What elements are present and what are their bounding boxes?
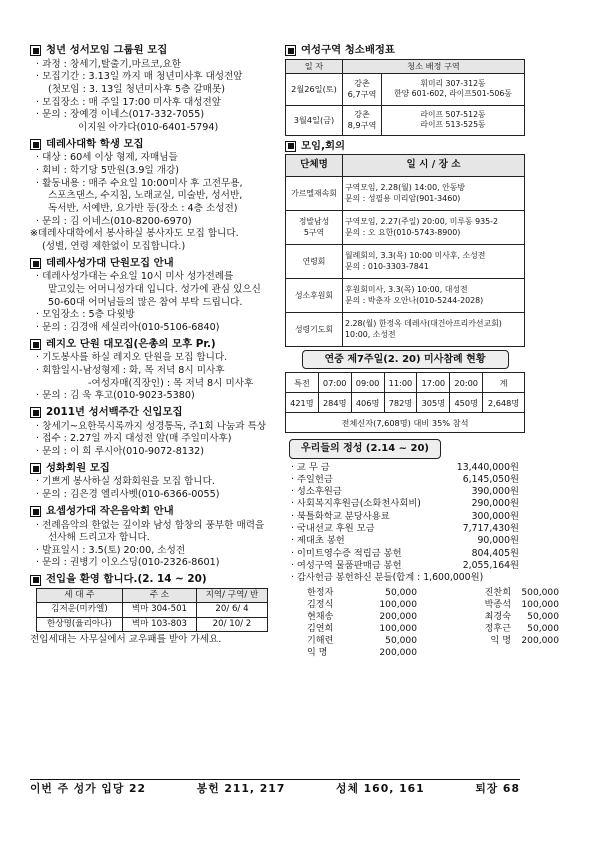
- text-line: 이지원 아가다(010-6401-5794): [78, 122, 219, 134]
- table-header: 09:00: [351, 373, 384, 393]
- table-row: [286, 105, 525, 135]
- hymn-footer: [30, 779, 520, 796]
- text-line: 선사해 드리고자 합니다.: [48, 532, 150, 544]
- table-cell: 406명: [351, 393, 384, 413]
- square-bullet-icon: [30, 463, 41, 474]
- attendance-total: 전체신자(7,608명) 대비 35% 참석: [286, 413, 525, 433]
- newcomer-note: 전입세대는 사무실에서 교우패를 받아 가세요.: [30, 633, 222, 645]
- text-line: · 창세기~요한묵시록까지 성경통독, 주1회 나눔과 특상: [36, 420, 267, 432]
- cleaning-section: [285, 44, 525, 136]
- text-line: · 기도봉사를 하실 레지오 단원을 모집 합니다.: [36, 352, 228, 364]
- donation-item: · 교 무 금 13,440,000원: [285, 462, 525, 474]
- donor-amount: 200,000: [379, 612, 417, 623]
- table-cell: 강촌 8,9구역: [343, 105, 382, 135]
- newcomer-section: [30, 573, 278, 646]
- donation-item: · 여성구역 물품판매금 봉헌 2,055,164원: [285, 560, 525, 572]
- table-header: 20:00: [450, 373, 483, 393]
- table-cell: 2.28(월) 한정옥 데레사(대건아프리카선교회) 10:00, 소성전: [343, 313, 525, 347]
- donor-name: 진찬희: [484, 588, 511, 599]
- square-bullet-icon: [285, 141, 296, 152]
- section-title: 여성구역 청소배정표: [301, 44, 395, 56]
- donor-amount: 100,000: [521, 600, 559, 611]
- donor-name: 한정자: [307, 588, 334, 599]
- donor-amount: 50,000: [385, 636, 417, 647]
- donor-name: 현채송: [307, 612, 334, 623]
- table-cell: 벽마 304-501: [122, 603, 196, 617]
- table-cell: 284명: [318, 393, 351, 413]
- text-line: · 모집장소 : 매 주일 17:00 미사후 대성전앞: [36, 96, 222, 108]
- text-line: 50-60대 어머님들의 많은 참여 부탁 드립니다.: [48, 296, 243, 308]
- attendance-title: 연중 제7주일(2. 20) 미사참례 현황: [302, 350, 509, 369]
- text-line: · 발표일시 : 3.5(토) 20:00, 소성전: [36, 544, 186, 556]
- section-title: 청년 성서모임 그룹원 모집: [46, 44, 168, 56]
- donor-name: 최경숙: [484, 612, 511, 623]
- table-cell: 휘미리 307-312동 한양 601-602, 라이프501-506동: [382, 73, 525, 105]
- josef-concert-section: [30, 505, 278, 570]
- donor-name: 익 명: [307, 648, 328, 659]
- donation-item: · 사회복지후원금(소화천사회비) 290,000원: [285, 498, 525, 510]
- square-bullet-icon: [285, 45, 296, 56]
- square-bullet-icon: [30, 45, 41, 56]
- square-bullet-icon: [30, 575, 41, 586]
- communion-hymn: 성체 160, 161: [336, 782, 425, 795]
- table-cell: 3월4일(금): [286, 105, 343, 135]
- section-title: 레지오 단원 대모집(은총의 모후 Pr.): [46, 337, 216, 350]
- section-title: 데레사성가대 단원모집 안내: [46, 256, 174, 269]
- table-row: [286, 177, 525, 211]
- square-bullet-icon: [30, 339, 41, 350]
- table-cell: 성령기도회: [286, 313, 343, 347]
- table-cell: 가르멜재속회: [286, 177, 343, 211]
- meetings-section: [285, 140, 525, 348]
- table-cell: 구역모임, 2.28(월) 14:00, 안동방 문의 : 성필용 미리암(901-3460): [343, 177, 525, 211]
- donations-title: 우리들의 정성 (2.14 ~ 20): [289, 439, 441, 458]
- table-header: 일 시 / 장 소: [343, 155, 525, 177]
- section-title: 데레사대학 학생 모집: [46, 137, 144, 150]
- text-line: · 회합일시-남성형제 : 화, 목 저녁 8시 미사후: [36, 365, 225, 377]
- cleaning-table: [285, 59, 525, 136]
- donation-item: · 성소후원금 390,000원: [285, 486, 525, 498]
- donor-name: [457, 647, 511, 659]
- bible-100-section: [30, 406, 278, 459]
- text-line: 맡고있는 어머니성가대 입니다. 성가에 관심 있으신: [48, 284, 261, 296]
- table-cell: 후원회미사, 3.3(목) 10:00, 대성전 문의 : 박춘자 오안나(010-5244-2028): [343, 279, 525, 313]
- donation-item: · 이미트영수증 적립금 봉헌 804,405원: [285, 548, 525, 560]
- donor-name: 정후근: [484, 624, 511, 635]
- donation-item: · 감사헌금 봉헌하신 분들(합계 : 1,600,000원): [285, 572, 525, 584]
- donation-item: · 제대초 봉헌 90,000원: [285, 535, 525, 547]
- table-header: 단체명: [286, 155, 343, 177]
- spacer: [417, 587, 457, 599]
- table-cell: 벽마 103-803: [122, 617, 196, 631]
- text-line: 스포츠댄스, 수지침, 노래교실, 미술반, 성서반,: [48, 190, 243, 202]
- donor-amount: 500,000: [521, 588, 559, 599]
- table-header: 계: [483, 373, 525, 393]
- table-header: 특전: [286, 373, 319, 393]
- donor-name: 기해련: [307, 636, 334, 647]
- table-cell: 강촌 6,7구역: [343, 73, 382, 105]
- text-line: · 회비 : 학기당 5만원(3.9일 개강): [36, 165, 180, 177]
- text-line: · 문의 : 김경애 세실리아(010-5106-6840): [36, 322, 220, 334]
- meetings-table: [285, 154, 525, 347]
- text-line: · 기쁘게 봉사하실 성화회원을 모집 합니다.: [36, 476, 215, 488]
- table-cell: 450명: [450, 393, 483, 413]
- table-cell: 421명: [286, 393, 319, 413]
- table-row: [286, 211, 525, 245]
- donor-name: 김정식: [307, 600, 334, 611]
- donor-name: 김연희: [307, 624, 334, 635]
- text-line: · 접수 : 2.27일 까지 대성전 앞(매 주일미사후): [36, 433, 232, 445]
- table-row: [286, 73, 525, 105]
- spacer: [417, 599, 457, 611]
- text-line: · 모집기간 : 3.13일 까지 매 청년미사후 대성전앞: [36, 71, 243, 83]
- table-row: [286, 313, 525, 347]
- theresa-choir-section: [30, 257, 278, 335]
- text-line: · 데레사성가대는 수요일 10시 미사 성가전례를: [36, 271, 234, 283]
- text-line: · 문의 : 권병기 이오스딩(010-2326-8601): [36, 557, 220, 569]
- table-header: 청소 배정 구역: [343, 59, 525, 73]
- table-header: 지역/ 구역/ 반: [196, 588, 267, 602]
- offertory-hymn: 봉헌 211, 217: [196, 782, 286, 795]
- donation-item: · 주일헌금 6,145,050원: [285, 474, 525, 486]
- text-line: · 문의 : 이 희 루시아(010-9072-8132): [36, 446, 204, 458]
- table-header: 주 소: [122, 588, 196, 602]
- table-row: [286, 279, 525, 313]
- attendance-section: [285, 350, 525, 433]
- donor-name: 박종석: [484, 600, 511, 611]
- section-title: 요셉성가대 작은음악회 안내: [46, 504, 174, 517]
- newcomer-table: [36, 588, 268, 632]
- text-line: ※데레사대학에서 봉사하실 봉사자도 모집 합니다.: [30, 228, 239, 240]
- attendance-table: [285, 372, 525, 433]
- donor-amount: 100,000: [379, 600, 417, 611]
- text-line: -여성자매(직장인) : 목 저녁 8시 미사후: [88, 377, 254, 389]
- table-cell: 782명: [384, 393, 417, 413]
- text-line: · 과정 : 창세기,탈출기,마르코,요한: [36, 58, 182, 70]
- section-title: 2011년 성서백주간 신입모집: [46, 406, 183, 419]
- text-line: (첫모임 : 3. 13일 청년미사후 5층 갈매못): [48, 84, 225, 96]
- table-row: [286, 245, 525, 279]
- table-header: 세 대 주: [37, 588, 123, 602]
- theresa-college-section: [30, 138, 278, 254]
- donor-list: [285, 587, 559, 659]
- table-cell: 2,648명: [483, 393, 525, 413]
- table-row: [37, 603, 268, 617]
- table-header: 11:00: [384, 373, 417, 393]
- spacer: [417, 647, 457, 659]
- text-line: · 문의 : 김은경 엘리사벳(010-6366-0055): [36, 489, 220, 501]
- section-title: 성화회원 모집: [46, 461, 110, 474]
- right-column: [285, 44, 559, 662]
- table-cell: 305명: [417, 393, 450, 413]
- spacer: [417, 623, 457, 635]
- table-cell: 구역모임, 2.27(주일) 20:00, 미루동 935-2 문의 : 오 요한(010-5743-8900): [343, 211, 525, 245]
- donation-item: · 국내선교 후원 모금 7,717,430원: [285, 523, 525, 535]
- table-row: [37, 617, 268, 631]
- youth-bible-section: [30, 44, 278, 135]
- text-line: · 문의 : 장예경 이네스(017-332-7055): [36, 109, 205, 121]
- text-line: · 문의 : 김 욱 후고(010-9023-5380): [36, 390, 195, 402]
- spacer: [417, 611, 457, 623]
- section-title: 모임,회의: [301, 139, 346, 152]
- donor-amount: 50,000: [527, 612, 559, 623]
- square-bullet-icon: [30, 506, 41, 517]
- donor-amount: 50,000: [385, 588, 417, 599]
- donor-amount: 200,000: [521, 636, 559, 647]
- square-bullet-icon: [30, 258, 41, 269]
- donor-amount: [511, 647, 559, 659]
- donor-amount: 50,000: [527, 624, 559, 635]
- text-line: · 전례음악의 한없는 깊이와 남성 합창의 풍부한 매력을: [36, 519, 265, 531]
- table-cell: 20/ 10/ 2: [196, 617, 267, 631]
- square-bullet-icon: [30, 139, 41, 150]
- text-line: · 문의 : 김 이네스(010-8200-6970): [36, 215, 192, 227]
- table-cell: 성소후원회: [286, 279, 343, 313]
- text-line: · 모임장소 : 5층 다윗방: [36, 309, 135, 321]
- table-header: 일 자: [286, 59, 343, 73]
- donations-section: [285, 439, 559, 659]
- text-line: 독서반, 서예반, 요가반 등(장소 : 4층 소성전): [48, 203, 238, 215]
- table-cell: 한상명(율리아나): [37, 617, 123, 631]
- table-cell: 2월26일(토): [286, 73, 343, 105]
- text-line: · 대상 : 60세 이상 형제, 자매님들: [36, 152, 178, 164]
- recession-hymn: 퇴장 68: [475, 782, 520, 795]
- table-header: 07:00: [318, 373, 351, 393]
- donor-amount: 200,000: [379, 648, 417, 659]
- section-title: 전입을 환영 합니다.(2. 14 ~ 20): [46, 573, 207, 586]
- table-cell: 정발남성 5구역: [286, 211, 343, 245]
- entrance-hymn: 이번 주 성가 입당 22: [30, 782, 147, 795]
- text-line: · 활동내용 : 매주 수요일 10:00미사 후 고전무용,: [36, 177, 243, 189]
- donation-item: · 북틀화학교 분당사용료 300,000원: [285, 511, 525, 523]
- spacer: [417, 635, 457, 647]
- table-cell: 연령회: [286, 245, 343, 279]
- text-line: (성별, 연령 제한없이 모집합니다.): [42, 241, 186, 252]
- table-header: 17:00: [417, 373, 450, 393]
- table-cell: 김저운(미카엘): [37, 603, 123, 617]
- donor-amount: 100,000: [379, 624, 417, 635]
- table-cell: 라이프 507-512동 라이프 513-525동: [382, 105, 525, 135]
- table-cell: 월례회의, 3.3(목) 10:00 미사후, 소성전 문의 : 010-3303-7841: [343, 245, 525, 279]
- relic-section: [30, 462, 278, 502]
- square-bullet-icon: [30, 407, 41, 418]
- left-column: [30, 44, 278, 650]
- donor-name: 익 명: [490, 636, 511, 647]
- legio-section: [30, 338, 278, 403]
- table-cell: 20/ 6/ 4: [196, 603, 267, 617]
- table-row: [286, 393, 525, 413]
